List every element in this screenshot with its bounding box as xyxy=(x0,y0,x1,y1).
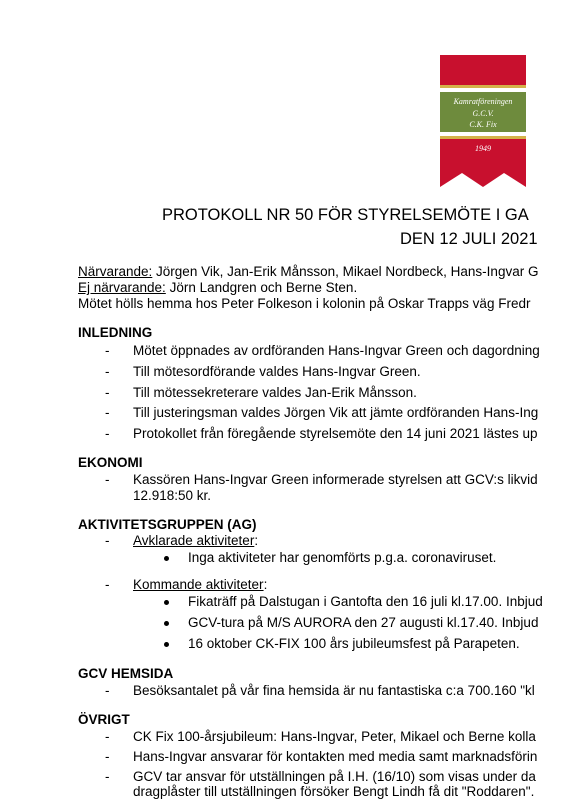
list-item: Till mötessekreterare valdes Jan-Erik Månsson. xyxy=(133,385,417,400)
dash-bullet: - xyxy=(105,405,110,420)
dash-bullet: - xyxy=(105,472,110,487)
dash-bullet: - xyxy=(105,343,110,358)
list-item: Besöksantalet på vår fina hemsida är nu fantastiska c:a 700.160 "kl xyxy=(133,683,535,698)
sub-list-item: GCV-tura på M/S AURORA den 27 augusti kl.17.40. Inbjud xyxy=(188,615,539,630)
present-row xyxy=(78,264,538,280)
bullet-dot xyxy=(164,556,169,561)
pennant-gold-stripe-top xyxy=(440,85,526,88)
list-item: Kassören Hans-Ingvar Green informerade styrelsen att GCV:s likvid xyxy=(133,472,538,487)
meeting-location: Mötet hölls hemma hos Peter Folkeson i kolonin på Oskar Trapps väg Fredr xyxy=(78,296,531,311)
dash-bullet: - xyxy=(105,364,110,379)
done-activities-row: Avklarade aktiviteter: xyxy=(133,533,259,548)
pennant-text-line2: G.C.V. xyxy=(472,109,494,118)
list-item-continuation: dragplåster till utställningen försöker Bengt Lindh få dit "Roddaren". xyxy=(133,784,535,799)
dash-bullet: - xyxy=(105,683,110,698)
bullet-dot xyxy=(164,642,169,647)
list-item: Till mötesordförande valdes Hans-Ingvar Green. xyxy=(133,364,421,379)
document-title: PROTOKOLL NR 50 FÖR STYRELSEMÖTE I GA xyxy=(162,206,529,224)
dash-bullet: - xyxy=(105,749,110,764)
section-heading-hemsida: GCV HEMSIDA xyxy=(78,666,174,681)
pennant-gold-stripe-bottom xyxy=(440,136,526,139)
pennant-white-stripe-top xyxy=(440,88,526,92)
sub-list-item: Fikaträff på Dalstugan i Gantofta den 16 juli kl.17.00. Inbjud xyxy=(188,594,543,609)
pennant-text-line3: C.K. Fix xyxy=(469,120,497,129)
pennant-white-stripe-bottom xyxy=(440,132,526,136)
section-heading-ekonomi: EKONOMI xyxy=(78,455,143,470)
list-item: GCV tar ansvar för utställningen på I.H. (16/10) som visas under da xyxy=(133,769,536,784)
present-label: Närvarande: xyxy=(78,264,153,279)
dash-bullet: - xyxy=(105,769,110,784)
club-pennant-logo xyxy=(440,55,526,187)
pennant-top-red xyxy=(440,55,526,85)
bullet-dot xyxy=(164,600,169,605)
list-item: Hans-Ingvar ansvarar för kontakten med media samt marknadsförin xyxy=(133,749,538,764)
pennant-text-line1: Kamratföreningen xyxy=(453,97,513,106)
dash-bullet: - xyxy=(105,533,110,548)
section-heading-inledning: INLEDNING xyxy=(78,325,153,340)
upcoming-activities-row: Kommande aktiviteter: xyxy=(133,577,268,592)
done-activities-label: Avklarade aktiviteter xyxy=(133,533,255,548)
upcoming-activities-label: Kommande aktiviteter xyxy=(133,577,264,592)
dash-bullet: - xyxy=(105,577,110,592)
list-item: Protokollet från föregående styrelsemöte den 14 juni 2021 lästes up xyxy=(133,426,538,441)
sub-list-item: 16 oktober CK-FIX 100 års jubileumsfest på Parapeten. xyxy=(188,636,520,651)
dash-bullet: - xyxy=(105,426,110,441)
absent-row xyxy=(78,280,357,296)
list-item: Mötet öppnades av ordföranden Hans-Ingvar Green och dagordning xyxy=(133,343,540,358)
list-item: CK Fix 100-årsjubileum: Hans-Ingvar, Peter, Mikael och Berne kolla xyxy=(133,729,536,744)
list-item-continuation: 12.918:50 kr. xyxy=(133,488,212,503)
present-text: Jörgen Vik, Jan-Erik Månsson, Mikael Nordbeck, Hans-Ingvar G xyxy=(152,264,539,279)
pennant-year: 1949 xyxy=(475,144,491,153)
sub-list-item: Inga aktiviteter har genomförts p.g.a. coronaviruset. xyxy=(188,550,497,565)
bullet-dot xyxy=(164,621,169,626)
absent-label: Ej närvarande: xyxy=(78,280,166,295)
list-item: Till justeringsman valdes Jörgen Vik att jämte ordföranden Hans-Ing xyxy=(133,405,539,420)
document-date: DEN 12 JULI 2021 xyxy=(400,230,538,248)
section-heading-aktivitetsgruppen: AKTIVITETSGRUPPEN (AG) xyxy=(78,517,257,532)
dash-bullet: - xyxy=(105,385,110,400)
absent-text: Jörn Landgren och Berne Sten. xyxy=(165,280,358,295)
section-heading-ovrigt: ÖVRIGT xyxy=(78,712,130,727)
dash-bullet: - xyxy=(105,729,110,744)
